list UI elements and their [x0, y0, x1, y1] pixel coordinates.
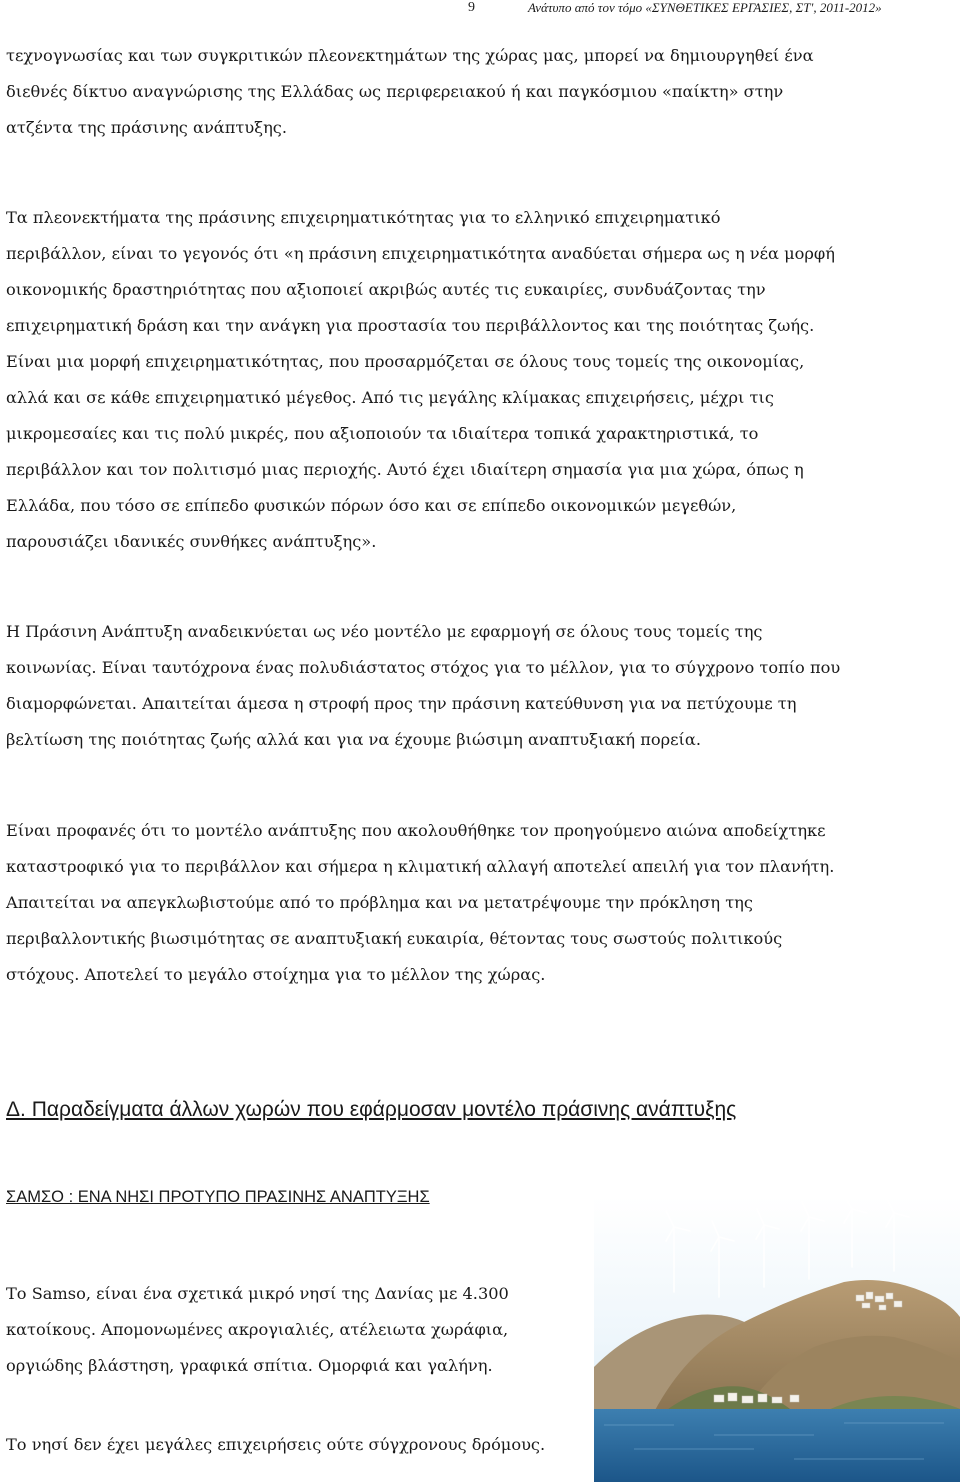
running-title: Ανάτυπο από τον τόμο «ΣΥΝΘΕΤΙΚΕΣ ΕΡΓΑΣΙΕΣ, ΣΤ', 2011-2012» — [528, 0, 882, 15]
text-line: Είναι προφανές ότι το μοντέλο ανάπτυξης που ακολουθήθηκε τον προηγούμενο αιώνα αποδείχτηκε — [6, 821, 826, 840]
text-line: κοινωνίας. Είναι ταυτόχρονα ένας πολυδιάστατος στόχος για το μέλλον, για το σύγχρονο τοπίο που — [6, 658, 841, 677]
text-line: Η Πράσινη Ανάπτυξη αναδεικνύεται ως νέο μοντέλο με εφαρμογή σε όλους τους τομείς της — [6, 622, 763, 641]
text-line: αλλά και σε κάθε επιχειρηματικό μέγεθος. Από τις μεγάλης κλίμακας επιχειρήσεις, μέχρι τις — [6, 388, 774, 407]
subheading: ΣΑΜΣΟ : ΕΝΑ ΝΗΣΙ ΠΡΟΤΥΠΟ ΠΡΑΣΙΝΗΣ ΑΝΑΠΤΥΞΗΣ — [6, 1188, 430, 1206]
text-line: τεχνογνωσίας και των συγκριτικών πλεονεκτημάτων της χώρας μας, μπορεί να δημιουργηθεί ένα — [6, 46, 814, 65]
text-line: βελτίωση της ποιότητας ζωής αλλά και για να έχουμε βιώσιμη αναπτυξιακή πορεία. — [6, 730, 701, 749]
text-line: Το Samso, είναι ένα σχετικά μικρό νησί της Δανίας με 4.300 — [6, 1284, 509, 1303]
text-line: διαμορφώνεται. Απαιτείται άμεσα η στροφή προς την πράσινη κατεύθυνση για να πετύχουμε τη — [6, 694, 797, 713]
text-line: περιβάλλον και τον πολιτισμό μιας περιοχής. Αυτό έχει ιδιαίτερη σημασία για μια χώρα, όπως η — [6, 460, 804, 479]
text-line: ατζέντα της πράσινης ανάπτυξης. — [6, 118, 287, 137]
text-line: κατοίκους. Απομονωμένες ακρογιαλιές, ατέλειωτα χωράφια, — [6, 1320, 509, 1339]
paragraph-green-growth — [6, 614, 840, 758]
text-line: Τα πλεονεκτήματα της πράσινης επιχειρηματικότητας για το ελληνικό επιχειρηματικό — [6, 208, 721, 227]
text-line: Το νησί δεν έχει μεγάλες επιχειρήσεις ούτε σύγχρονους δρόμους. — [6, 1435, 546, 1454]
paragraph-samso-last — [6, 1427, 545, 1463]
text-line: παρουσιάζει ιδανικές συνθήκες ανάπτυξης». — [6, 532, 377, 551]
paragraph-model — [6, 813, 834, 993]
paragraph-intro — [6, 38, 814, 146]
island-photo — [594, 1197, 960, 1482]
text-line: καταστροφικό για το περιβάλλον και σήμερα η κλιματική αλλαγή αποτελεί απειλή για τον πλανήτη. — [6, 857, 835, 876]
text-line: επιχειρηματική δράση και την ανάγκη για προστασία του περιβάλλοντος και της ποιότητας ζωής. — [6, 316, 815, 335]
text-line: διεθνές δίκτυο αναγνώρισης της Ελλάδας ως περιφερειακού ή και παγκόσμιου «παίκτη» στην — [6, 82, 784, 101]
text-line: περιβαλλοντικής βιωσιμότητας σε αναπτυξιακή ευκαιρία, θέτοντας τους σωστούς πολιτικούς — [6, 929, 783, 948]
text-line: Απαιτείται να απεγκλωβιστούμε από το πρόβλημα και να μετατρέψουμε την πρόκληση της — [6, 893, 753, 912]
text-line: μικρομεσαίες και τις πολύ μικρές, που αξιοποιούν τα ιδιαίτερα τοπικά χαρακτηριστικά, το — [6, 424, 759, 443]
text-line: στόχους. Αποτελεί το μεγάλο στοίχημα για το μέλλον της χώρας. — [6, 965, 546, 984]
section-heading: Δ. Παραδείγματα άλλων χωρών που εφάρμοσαν μοντέλο πράσινης ανάπτυξης — [6, 1098, 737, 1121]
text-line: Ελλάδα, που τόσο σε επίπεδο φυσικών πόρων όσο και σε επίπεδο οικονομικών μεγεθών, — [6, 496, 737, 515]
text-line: οικονομικής δραστηριότητας που αξιοποιεί ακριβώς αυτές τις ευκαιρίες, συνδυάζοντας την — [6, 280, 766, 299]
text-line: Είναι μια μορφή επιχειρηματικότητας, που προσαρμόζεται σε όλους τους τομείς της οικονομίας, — [6, 352, 805, 371]
text-line: περιβάλλον, είναι το γεγονός ότι «η πράσινη επιχειρηματικότητα αναδύεται σήμερα ως η νέα μορφή — [6, 244, 835, 263]
paragraph-samso — [6, 1276, 509, 1384]
paragraph-advantages — [6, 200, 835, 560]
page-number: 9 — [468, 0, 475, 15]
text-line: οργιώδης βλάστηση, γραφικά σπίτια. Ομορφιά και γαλήνη. — [6, 1356, 493, 1375]
island-landscape-illustration — [594, 1197, 960, 1482]
